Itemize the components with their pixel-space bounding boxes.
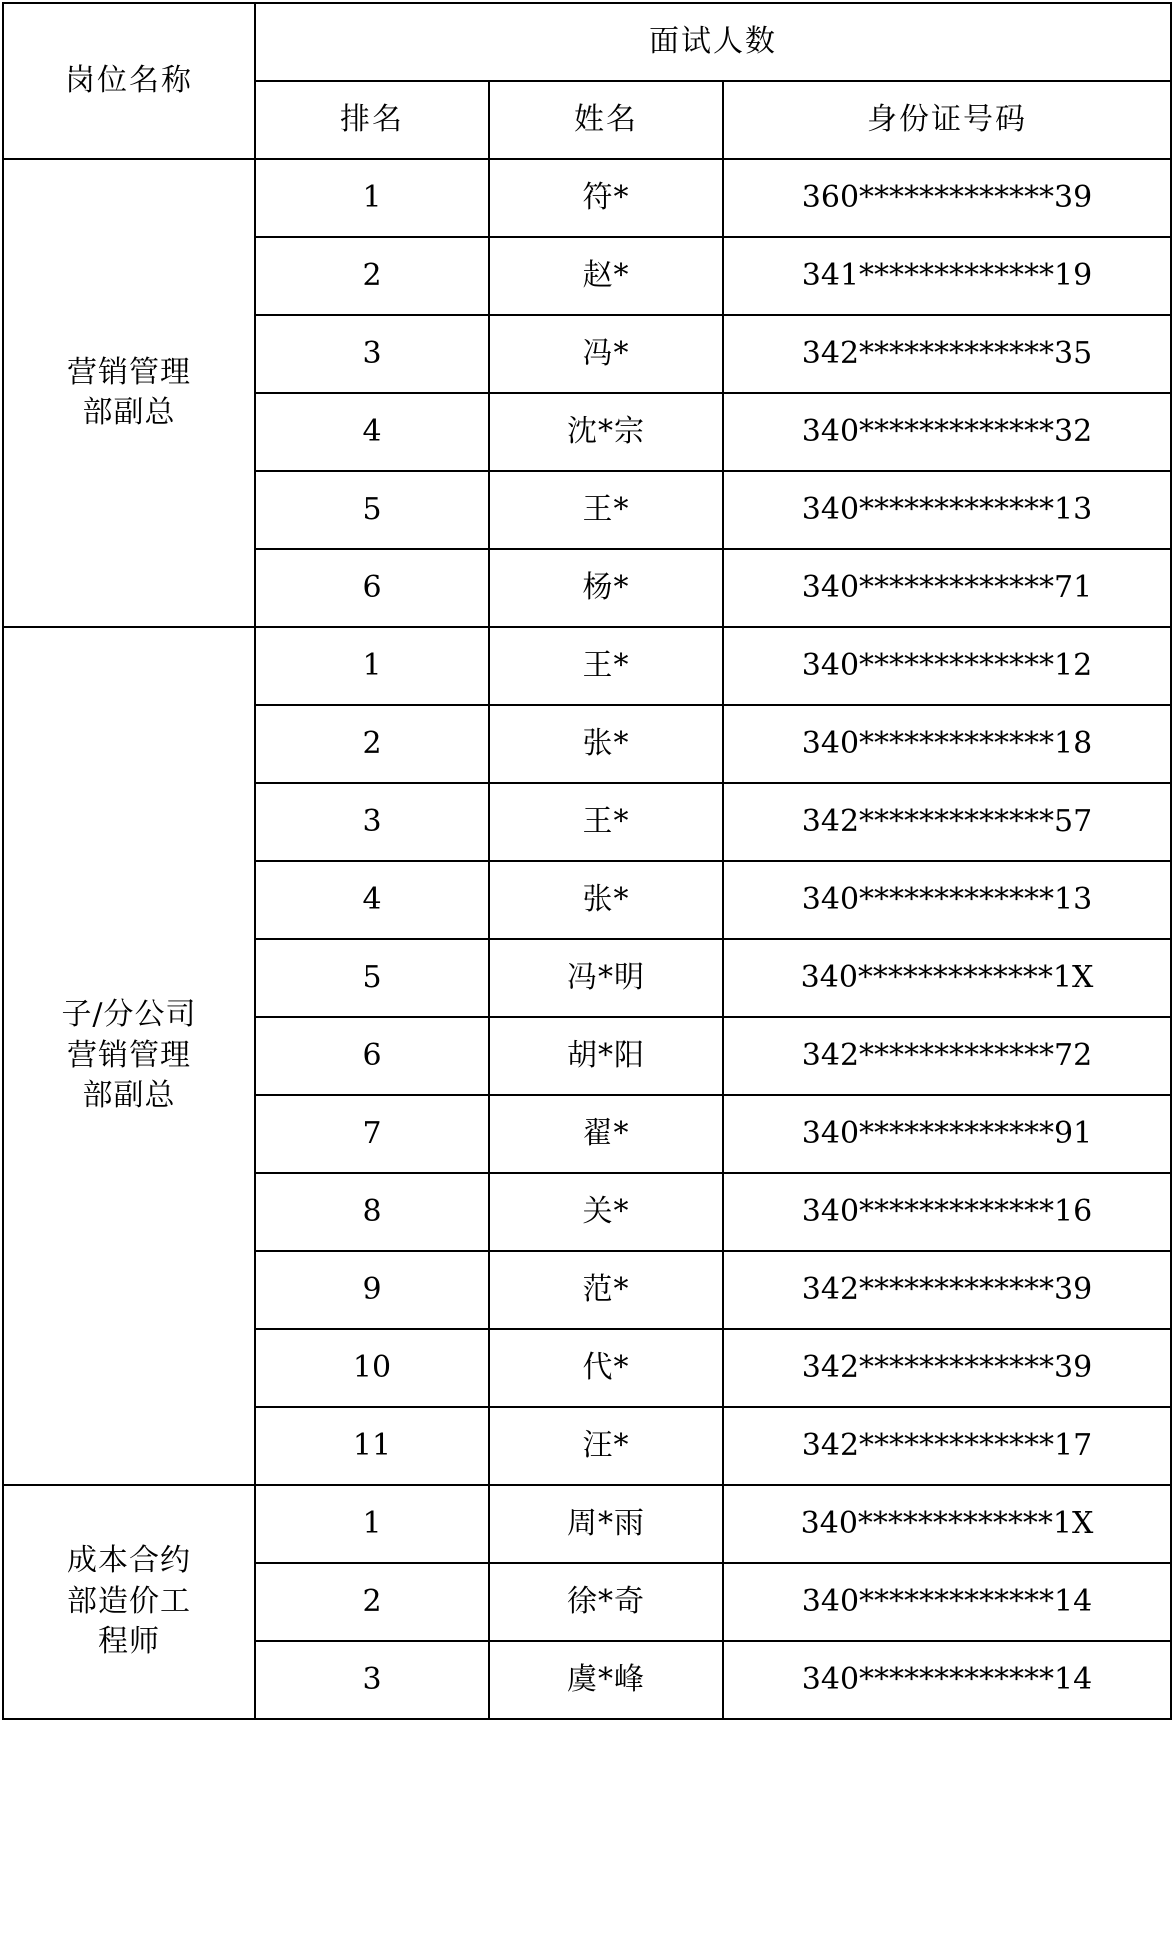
candidate-name-cell: 代* <box>489 1329 723 1407</box>
candidate-name-cell: 胡*阳 <box>489 1017 723 1095</box>
rank-cell: 1 <box>255 627 489 705</box>
table-row <box>3 159 1171 237</box>
rank-cell: 5 <box>255 471 489 549</box>
id-number-cell: 340*************1X <box>723 939 1171 1017</box>
rank-cell: 5 <box>255 939 489 1017</box>
id-number-cell: 340*************18 <box>723 705 1171 783</box>
rank-cell: 1 <box>255 159 489 237</box>
id-number-cell: 340*************1X <box>723 1485 1171 1563</box>
header-id-number: 身份证号码 <box>723 81 1171 159</box>
rank-cell: 3 <box>255 1641 489 1719</box>
candidate-name-cell: 张* <box>489 861 723 939</box>
id-number-cell: 342*************35 <box>723 315 1171 393</box>
rank-cell: 11 <box>255 1407 489 1485</box>
candidate-name-cell: 符* <box>489 159 723 237</box>
candidate-name-cell: 沈*宗 <box>489 393 723 471</box>
candidate-name-cell: 翟* <box>489 1095 723 1173</box>
rank-cell: 2 <box>255 705 489 783</box>
post-name-line: 部造价工 <box>67 1583 191 1619</box>
candidate-name-cell: 范* <box>489 1251 723 1329</box>
candidate-name-cell: 关* <box>489 1173 723 1251</box>
rank-cell: 6 <box>255 1017 489 1095</box>
post-name-line: 营销管理 <box>67 354 191 390</box>
id-number-cell: 342*************72 <box>723 1017 1171 1095</box>
id-number-cell: 340*************14 <box>723 1641 1171 1719</box>
post-name-line: 成本合约 <box>67 1543 191 1579</box>
rank-cell: 4 <box>255 393 489 471</box>
header-rank: 排名 <box>255 81 489 159</box>
id-number-cell: 340*************13 <box>723 861 1171 939</box>
post-name-cell <box>3 1485 255 1719</box>
post-name-line: 部副总 <box>82 395 176 430</box>
id-number-cell: 342*************17 <box>723 1407 1171 1485</box>
id-number-cell: 342*************57 <box>723 783 1171 861</box>
candidate-name-cell: 冯* <box>489 315 723 393</box>
post-name-line: 程师 <box>98 1624 160 1660</box>
post-name-cell <box>3 627 255 1485</box>
id-number-cell: 340*************12 <box>723 627 1171 705</box>
document-page <box>0 2 1172 1937</box>
rank-cell: 3 <box>255 783 489 861</box>
candidate-name-cell: 周*雨 <box>489 1485 723 1563</box>
id-number-cell: 340*************13 <box>723 471 1171 549</box>
id-number-cell: 340*************71 <box>723 549 1171 627</box>
rank-cell: 2 <box>255 1563 489 1641</box>
candidate-name-cell: 张* <box>489 705 723 783</box>
post-name-line: 子/分公司 <box>61 997 197 1033</box>
interview-candidates-table <box>2 2 1172 1720</box>
candidate-name-cell: 汪* <box>489 1407 723 1485</box>
rank-cell: 4 <box>255 861 489 939</box>
post-name-line: 部副总 <box>82 1078 176 1114</box>
header-name: 姓名 <box>489 81 723 159</box>
table-row <box>3 1485 1171 1563</box>
table-header-row-1 <box>3 3 1171 81</box>
candidate-name-cell: 王* <box>489 783 723 861</box>
rank-cell: 8 <box>255 1173 489 1251</box>
candidate-name-cell: 赵* <box>489 237 723 315</box>
rank-cell: 1 <box>255 1485 489 1563</box>
id-number-cell: 341*************19 <box>723 237 1171 315</box>
rank-cell: 9 <box>255 1251 489 1329</box>
table-body <box>3 3 1171 1719</box>
id-number-cell: 340*************14 <box>723 1563 1171 1641</box>
rank-cell: 7 <box>255 1095 489 1173</box>
candidate-name-cell: 虞*峰 <box>489 1641 723 1719</box>
candidate-name-cell: 杨* <box>489 549 723 627</box>
id-number-cell: 340*************16 <box>723 1173 1171 1251</box>
id-number-cell: 340*************91 <box>723 1095 1171 1173</box>
id-number-cell: 340*************32 <box>723 393 1171 471</box>
candidate-name-cell: 王* <box>489 471 723 549</box>
rank-cell: 2 <box>255 237 489 315</box>
id-number-cell: 342*************39 <box>723 1251 1171 1329</box>
candidate-name-cell: 王* <box>489 627 723 705</box>
header-post: 岗位名称 <box>3 3 255 159</box>
post-name-cell <box>3 159 255 627</box>
rank-cell: 6 <box>255 549 489 627</box>
header-interview-count: 面试人数 <box>255 3 1171 81</box>
table-row <box>3 627 1171 705</box>
id-number-cell: 342*************39 <box>723 1329 1171 1407</box>
post-name-line: 营销管理 <box>67 1037 191 1073</box>
candidate-name-cell: 徐*奇 <box>489 1563 723 1641</box>
id-number-cell: 360*************39 <box>723 159 1171 237</box>
rank-cell: 10 <box>255 1329 489 1407</box>
rank-cell: 3 <box>255 315 489 393</box>
candidate-name-cell: 冯*明 <box>489 939 723 1017</box>
